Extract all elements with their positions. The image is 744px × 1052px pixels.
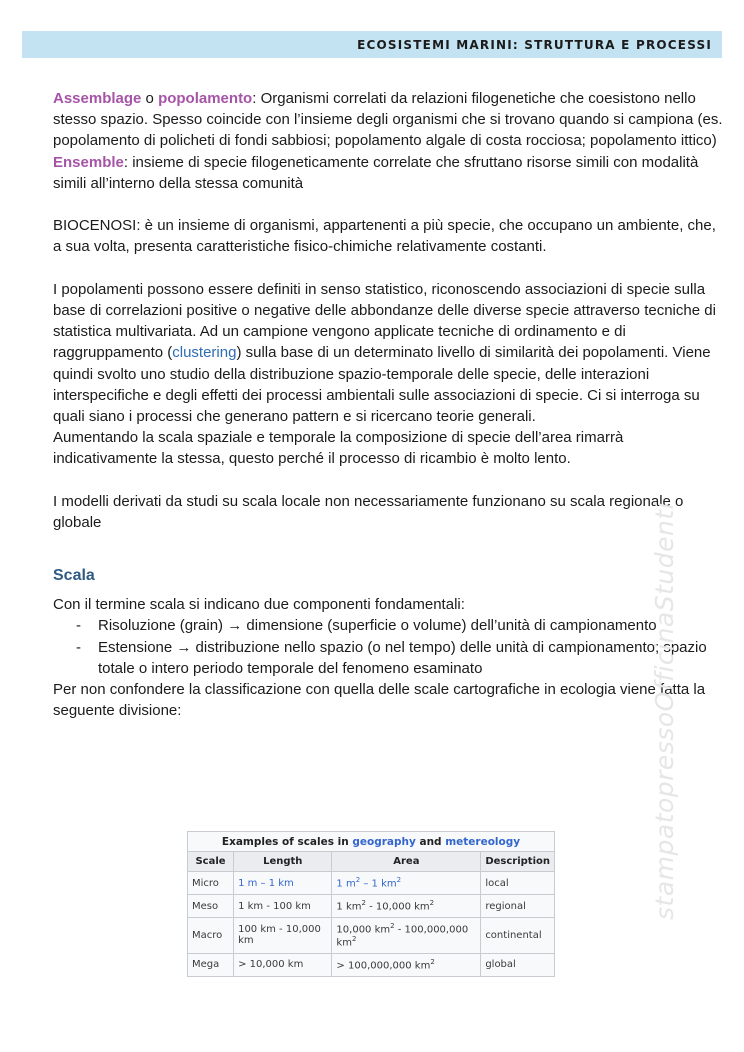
term-assemblage: Assemblage [53, 90, 142, 107]
cell-length: 100 km - 10,000 km [234, 918, 332, 954]
dash-bullet: - [76, 617, 81, 635]
table-row [188, 895, 555, 918]
paragraph-biocenosi: BIOCENOSI: è un insieme di organismi, appartenenti a più specie, che occupano un ambiente, che, a sua volta, presenta caratteristiche fisico-chimiche relativamente costanti. [53, 217, 716, 256]
definition-assemblage [53, 88, 725, 152]
cell-description: continental [481, 918, 555, 954]
cell-area [332, 953, 481, 976]
paragraph-text: ) sulla base di un determinato livello di similarità dei popolamenti. Viene quindi svolto uno studio della distribuzione spazio-temporale delle specie, delle interazioni interspecifiche e degli effetti dei processi ambientali sulle associazioni di specie. Ci si interroga su quali siano i processi che generano pattern e si ricercano teorie generali. [53, 344, 711, 426]
caption-text: Examples of scales in [221, 836, 353, 848]
cell-area [332, 895, 481, 918]
area-from: 1 m [336, 878, 356, 890]
cell-description: local [481, 872, 555, 895]
item-text: dimensione (superficie o volume) dell’unità di campionamento [242, 617, 657, 635]
area-from: 10,000 km [336, 924, 391, 936]
area-to: - 100,000,000 km [336, 924, 469, 949]
cell-description: global [481, 953, 555, 976]
scala-outro: Per non confondere la classificazione con quella delle scale cartografiche in ecologia viene fatta la seguente divisione: [53, 681, 706, 720]
term-popolamento: popolamento [158, 90, 253, 107]
metereology-link[interactable]: metereology [445, 836, 521, 848]
definition-ensemble [53, 152, 725, 194]
column-header-description: Description [481, 852, 555, 872]
column-header-scale: Scale [188, 852, 234, 872]
table-row [188, 872, 555, 895]
connector: o [141, 90, 159, 107]
paragraph-popolamenti [53, 279, 725, 427]
cell-scale: Macro [188, 918, 234, 954]
paragraph-modelli: I modelli derivati da studi su scala locale non necessariamente funzionano su scala regionale o globale [53, 492, 684, 532]
definition-text: : Organismi correlati da relazioni filogenetiche che coesistono nello stesso spazio. Spesso coincide con l’insieme degli organismi che si trovano quando si campiona (es. popolamento di policheti di fondi sabbiosi; popolamento algale di costa rocciosa; popolamento ittico) [53, 90, 723, 150]
cell-scale: Meso [188, 895, 234, 918]
table-row [188, 953, 555, 976]
cell-description: regional [481, 895, 555, 918]
scala-intro: Con il termine scala si indicano due componenti fondamentali: [53, 596, 465, 614]
arrow-right-icon: → [176, 638, 192, 656]
dash-bullet: - [76, 638, 81, 656]
cell-length[interactable]: 1 m – 1 km [234, 872, 332, 895]
list-item-risoluzione [76, 615, 725, 636]
clustering-link[interactable]: clustering [172, 344, 237, 362]
cell-scale: Micro [188, 872, 234, 895]
superscript: 2 [355, 876, 361, 885]
cell-area[interactable] [332, 872, 481, 895]
item-text: distribuzione nello spazio (o nel tempo) delle unità di campionamento; spazio totale o intero periodo temporale del fenomeno esaminato [98, 638, 707, 677]
cell-length: > 10,000 km [234, 953, 332, 976]
area-to: – 1 km [360, 878, 397, 890]
definition-text: : insieme di specie filogeneticamente correlate che sfruttano risorse simili con modalità simili all’interno della stessa comunità [53, 153, 699, 192]
cell-area [332, 918, 481, 954]
section-title-scala: Scala [53, 567, 95, 585]
superscript: 2 [390, 922, 395, 930]
caption-text: and [415, 836, 446, 848]
paragraph-text: I popolamenti possono essere definiti in senso statistico, riconoscendo associazioni di specie sulla base di correlazioni positive o negative delle abbondanze delle diverse specie attraverso tecniche di statistica multivariata. Ad un campione vengono applicate tecniche di ordinamento e di raggruppamento ( [53, 280, 716, 362]
area-from: > 100,000,000 km [336, 960, 431, 972]
scales-table [187, 831, 555, 977]
scales-table-figure [187, 831, 555, 977]
column-header-area: Area [332, 852, 481, 872]
document-body [53, 88, 725, 721]
table-header-row [188, 852, 555, 872]
superscript: 2 [361, 899, 366, 908]
item-label: Estensione [98, 638, 177, 656]
term-ensemble: Ensemble [53, 153, 124, 171]
arrow-right-icon: → [227, 617, 243, 635]
header-band [22, 31, 722, 58]
superscript: 2 [429, 899, 435, 908]
item-label: Risoluzione (grain) [98, 617, 228, 635]
area-to: - 10,000 km [365, 901, 430, 913]
paragraph-scala-spaziale: Aumentando la scala spaziale e temporale la composizione di specie dell’area rimarrà indicativamente la stessa, questo perché il processo di ricambio è molto lento. [53, 429, 624, 468]
table-caption [187, 831, 555, 851]
list-item-estensione [76, 637, 725, 679]
superscript: 2 [396, 876, 402, 885]
superscript: 2 [430, 957, 435, 966]
table-row [188, 918, 555, 954]
scala-components-list [53, 615, 725, 679]
page-header-title: ECOSISTEMI MARINI: STRUTTURA E PROCESSI [357, 38, 712, 52]
watermark: stampatopressoOfficinaStudenti [650, 501, 679, 920]
cell-length: 1 km - 100 km [234, 895, 332, 918]
superscript: 2 [351, 935, 357, 944]
column-header-length: Length [234, 852, 332, 872]
area-from: 1 km [336, 901, 362, 913]
geography-link[interactable]: geography [352, 836, 416, 848]
cell-scale: Mega [188, 953, 234, 976]
